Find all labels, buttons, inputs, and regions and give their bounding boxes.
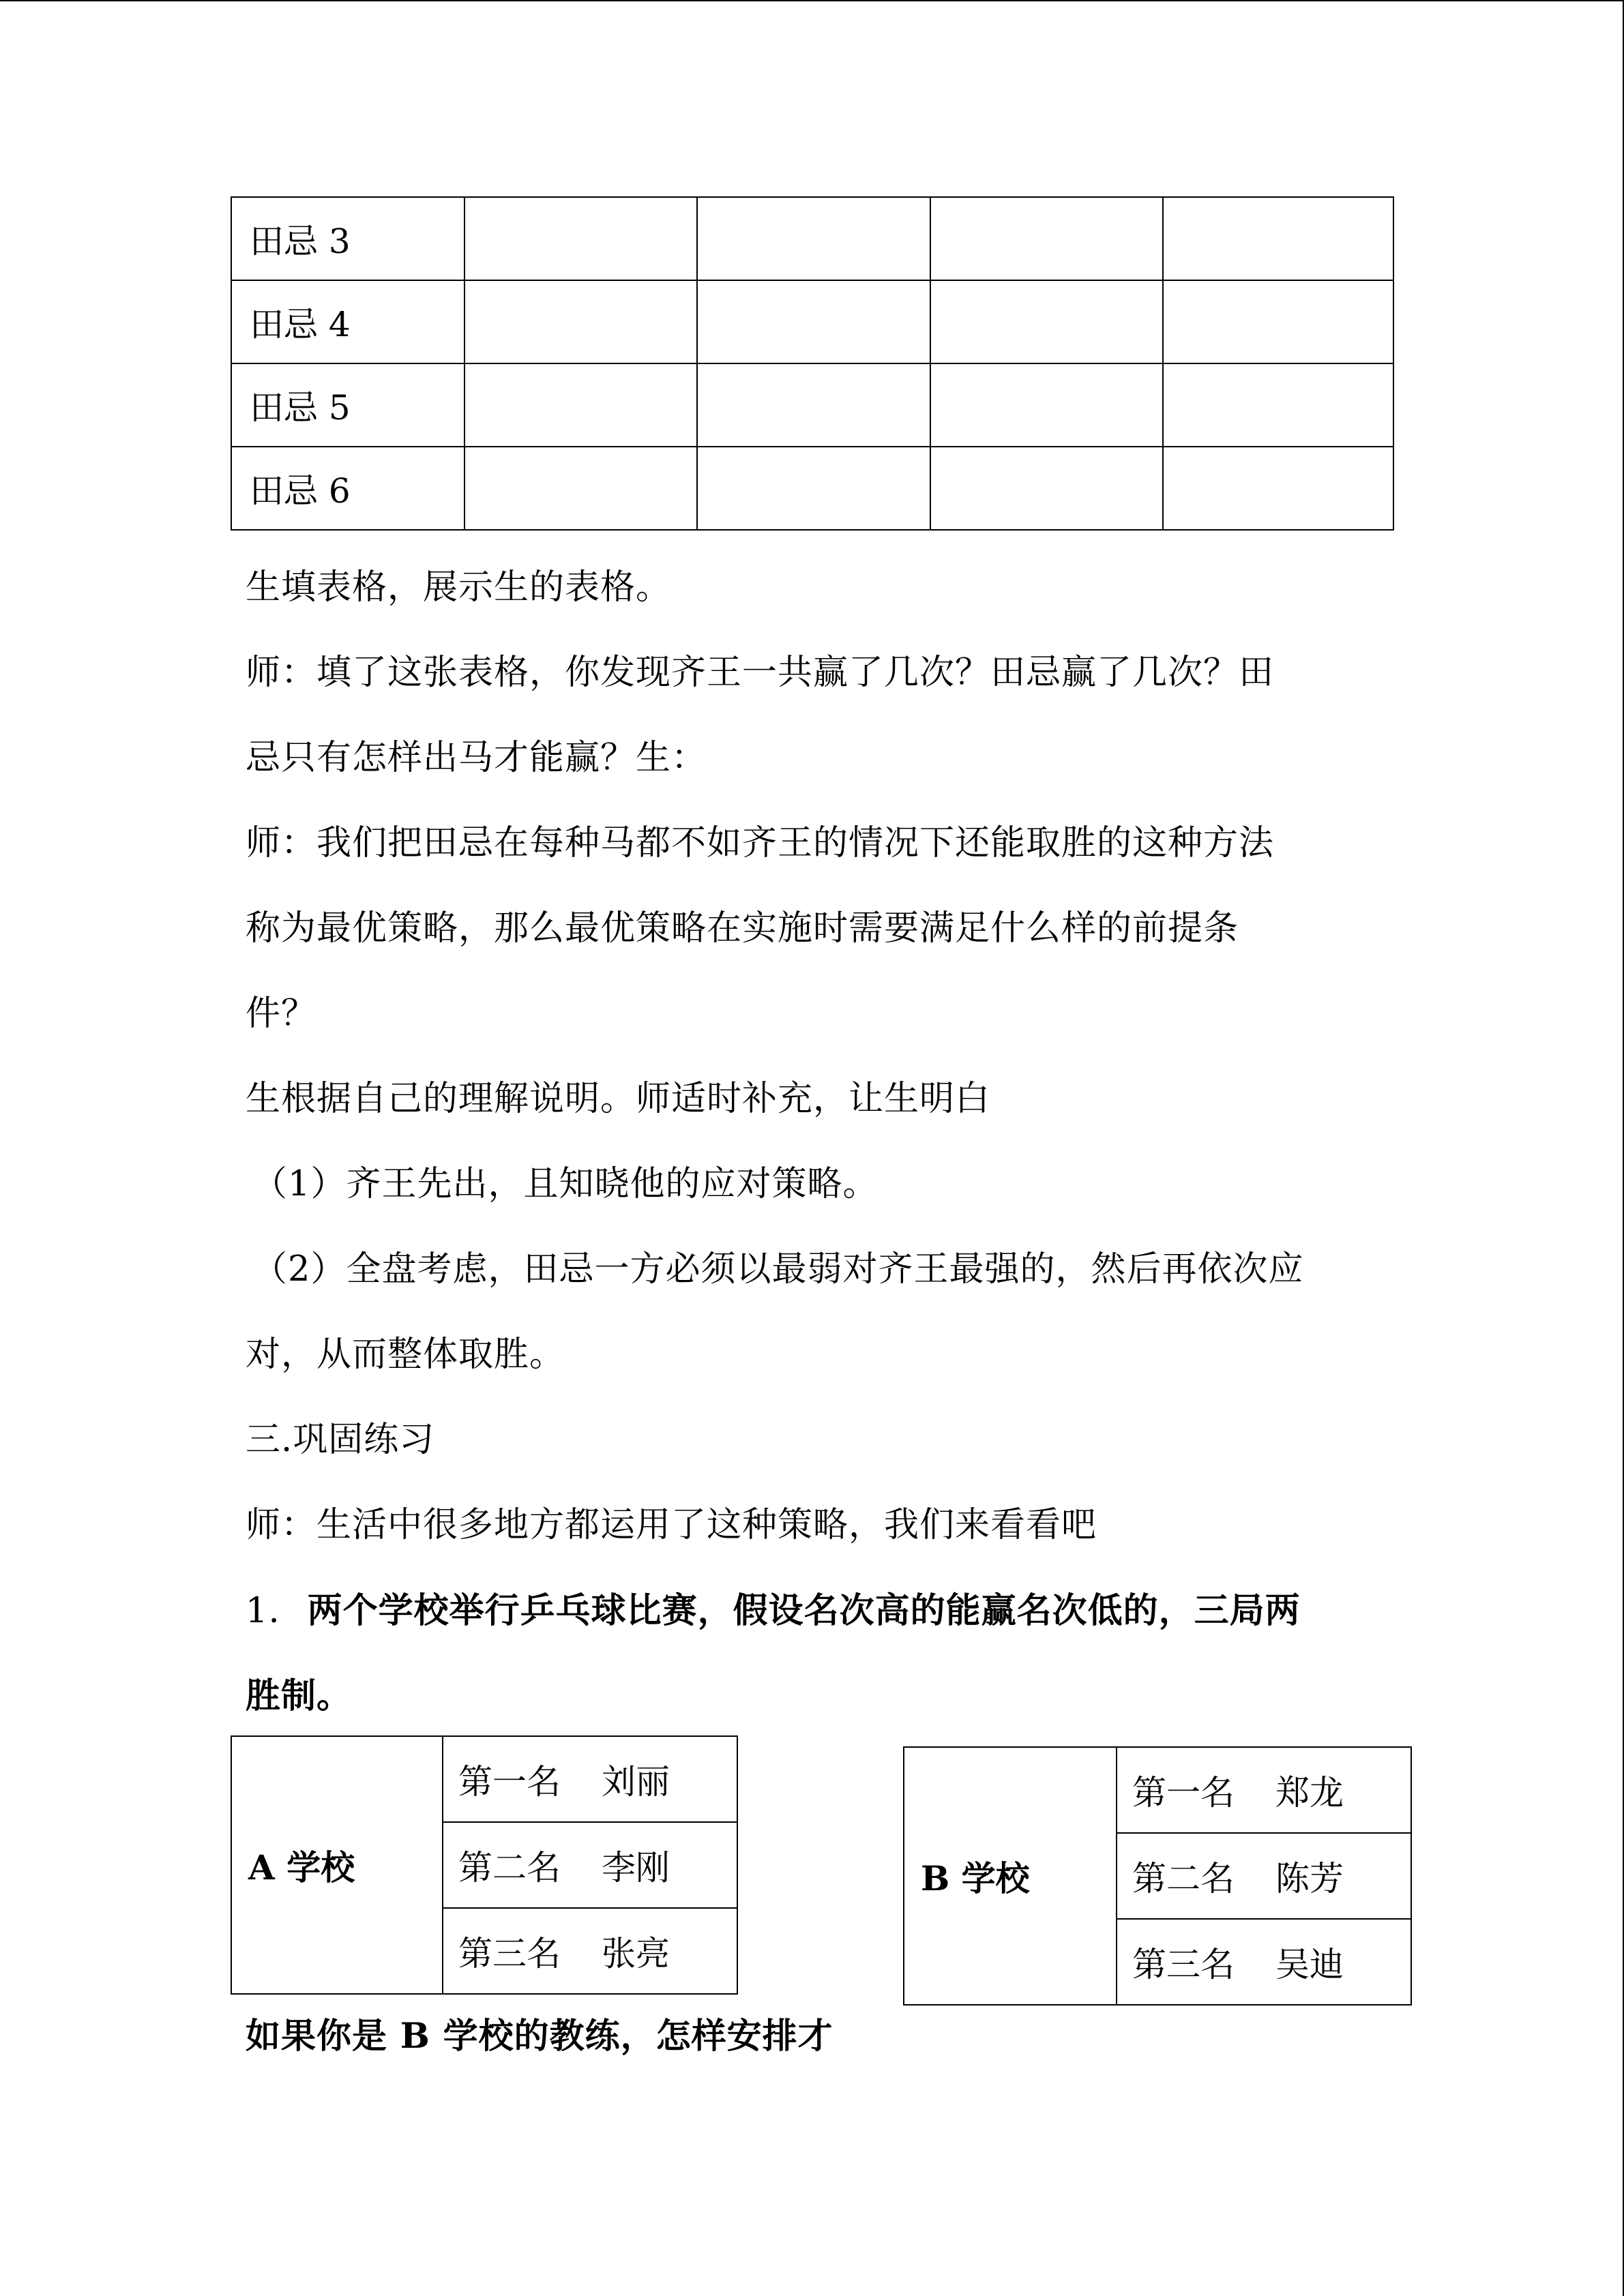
player-name: 张亮 (602, 1934, 670, 1973)
table-row (231, 447, 1393, 530)
table-cell-empty[interactable] (1163, 197, 1393, 280)
table-cell-label: 田忌 6 (231, 447, 464, 530)
table-cell-empty[interactable] (464, 447, 697, 530)
table-cell-empty[interactable] (1163, 447, 1393, 530)
paragraph-teacher-question-line1: 师：填了这张表格，你发现齐王一共赢了几次？田忌赢了几次？田 (246, 653, 1275, 693)
paragraph-condition-2-line1: （2）全盘考虑，田忌一方必须以最弱对齐王最强的，然后再依次应 (252, 1249, 1304, 1289)
table-row (231, 280, 1393, 363)
paragraph-optimal-strategy-line2: 称为最优策略，那么最优策略在实施时需要满足什么样的前提条 (246, 908, 1239, 949)
question-1-line1 (246, 1590, 1301, 1632)
table-cell-empty[interactable] (1163, 280, 1393, 363)
table-cell-label: 田忌 5 (231, 363, 464, 447)
rank-label: 第二名 (458, 1848, 561, 1888)
rank-label: 第二名 (1132, 1859, 1235, 1898)
paragraph-optimal-strategy-line3: 件？ (246, 994, 317, 1034)
rank-label: 第一名 (1132, 1773, 1235, 1813)
table-cell-empty[interactable] (464, 197, 697, 280)
table-cell-label: 田忌 4 (231, 280, 464, 363)
paragraph-condition-2-line2: 对，从而整体取胜。 (246, 1335, 565, 1375)
section-heading-practice: 三.巩固练习 (246, 1420, 435, 1460)
rank-cell (1117, 1919, 1411, 2005)
paragraph-teacher-intro: 师：生活中很多地方都运用了这种策略，我们来看看吧 (246, 1505, 1097, 1545)
player-name: 李刚 (602, 1848, 670, 1888)
school-name: A 学校 (231, 1736, 443, 1994)
table-cell-empty[interactable] (697, 197, 930, 280)
question-1-followup: 如果你是 B 学校的教练，怎样安排才 (246, 2016, 833, 2057)
table-cell-empty[interactable] (464, 363, 697, 447)
horse-race-table (231, 196, 1394, 531)
question-text: 两个学校举行乒乓球比赛，假设名次高的能赢名次低的，三局两 (307, 1590, 1301, 1631)
school-name: B 学校 (904, 1747, 1117, 2005)
rank-cell (1117, 1833, 1411, 1919)
rank-label: 第三名 (1132, 1945, 1235, 1984)
paragraph-fill-table: 生填表格，展示生的表格。 (246, 567, 672, 608)
table-cell-empty[interactable] (697, 280, 930, 363)
school-b-table (903, 1746, 1412, 2006)
question-number: 1. (246, 1591, 280, 1631)
table-cell-empty[interactable] (930, 197, 1163, 280)
player-name: 郑龙 (1275, 1773, 1344, 1813)
table-cell-empty[interactable] (930, 280, 1163, 363)
rank-cell (443, 1822, 737, 1908)
table-cell-empty[interactable] (697, 447, 930, 530)
paragraph-teacher-question-line2: 忌只有怎样出马才能赢？生： (246, 738, 707, 778)
rank-cell (443, 1736, 737, 1822)
table-cell-empty[interactable] (930, 447, 1163, 530)
table-row (904, 1747, 1411, 1833)
table-cell-empty[interactable] (930, 363, 1163, 447)
rank-label: 第三名 (458, 1934, 561, 1973)
rank-cell (1117, 1747, 1411, 1833)
question-1-line2: 胜制。 (246, 1675, 353, 1716)
page-top-border (0, 0, 1624, 1)
table-row (231, 363, 1393, 447)
paragraph-condition-1: （1）齐王先出，且知晓他的应对策略。 (252, 1164, 879, 1204)
table-cell-empty[interactable] (464, 280, 697, 363)
rank-cell (443, 1908, 737, 1994)
table-row (231, 197, 1393, 280)
table-cell-label: 田忌 3 (231, 197, 464, 280)
player-name: 吴迪 (1275, 1945, 1344, 1984)
player-name: 刘丽 (602, 1762, 670, 1802)
table-row (231, 1736, 737, 1822)
player-name: 陈芳 (1275, 1859, 1344, 1898)
table-cell-empty[interactable] (1163, 363, 1393, 447)
rank-label: 第一名 (458, 1762, 561, 1802)
school-a-table (231, 1735, 738, 1995)
paragraph-student-explain: 生根据自己的理解说明。师适时补充，让生明白 (246, 1079, 991, 1119)
table-cell-empty[interactable] (697, 363, 930, 447)
paragraph-optimal-strategy-line1: 师：我们把田忌在每种马都不如齐王的情况下还能取胜的这种方法 (246, 823, 1275, 863)
